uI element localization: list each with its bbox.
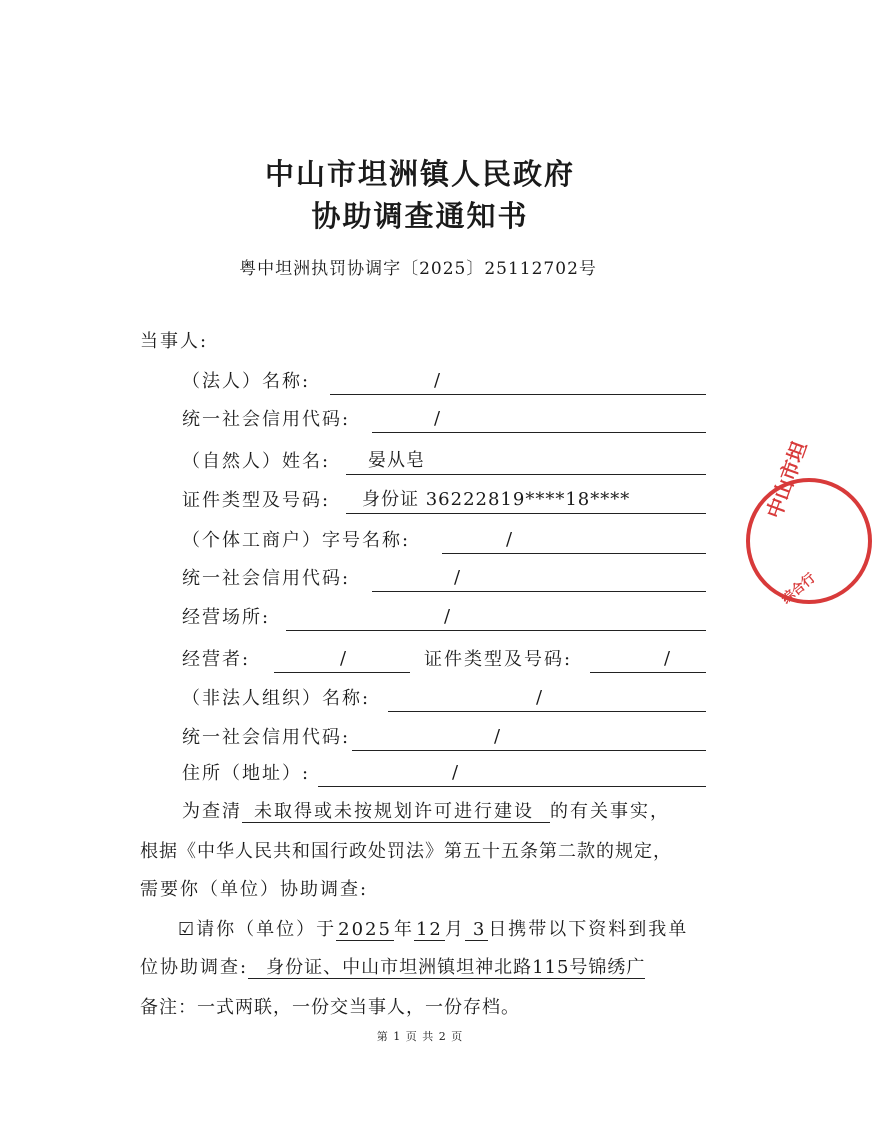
address-label: 住所（地址）: bbox=[182, 763, 311, 784]
operator-field bbox=[274, 648, 410, 673]
address-value: / bbox=[452, 762, 460, 783]
request-year-unit: 年 bbox=[393, 919, 414, 940]
request-day: 3 bbox=[465, 919, 488, 941]
document-number: 粤中坦洲执罚协调字〔2025〕25112702号 bbox=[239, 259, 597, 279]
legal-name-field bbox=[330, 370, 706, 395]
request-month: 12 bbox=[415, 919, 443, 940]
credit-code-2-field bbox=[372, 567, 706, 592]
address-field bbox=[318, 762, 706, 787]
legal-name-value: / bbox=[434, 370, 442, 391]
seal-text-sub: 综合行 bbox=[779, 570, 819, 608]
note: 备注：一式两联，一份交当事人，一份存档。 bbox=[140, 997, 520, 1018]
para1 bbox=[182, 800, 670, 824]
operator-id-label: 证件类型及号码: bbox=[424, 649, 573, 670]
org-name-label: （非法人组织）名称: bbox=[182, 688, 371, 709]
para1-prefix: 为查清 bbox=[182, 801, 242, 822]
party-label: 当事人: bbox=[140, 331, 209, 352]
request-line2 bbox=[140, 956, 645, 980]
credit-code-2-label: 统一社会信用代码: bbox=[182, 568, 351, 589]
request-prefix: 请你（单位）于 bbox=[196, 919, 337, 940]
legal-name-label: （法人）名称: bbox=[182, 371, 311, 392]
natural-name-value: 晏从皂 bbox=[368, 450, 425, 471]
request-line2-prefix: 位协助调查: bbox=[140, 957, 249, 978]
id-type-value: 身份证 36222819****18**** bbox=[362, 489, 631, 510]
org-name-value: / bbox=[536, 687, 544, 708]
document-title-line2: 协助调查通知书 bbox=[311, 199, 529, 233]
credit-code-3-field bbox=[352, 726, 706, 751]
premises-field bbox=[286, 606, 706, 631]
org-name-field bbox=[388, 687, 706, 712]
page-footer: 第 1 页 共 2 页 bbox=[376, 1030, 464, 1043]
request-line2-fill: 身份证、中山市坦洲镇坦神北路115号锦绣广 bbox=[248, 957, 645, 979]
operator-id-value: / bbox=[664, 648, 672, 669]
para3: 需要你（单位）协助调查: bbox=[140, 879, 369, 900]
credit-code-2-value: / bbox=[454, 567, 462, 588]
document-title-line1: 中山市坦洲镇人民政府 bbox=[264, 157, 575, 191]
business-name-value: / bbox=[506, 529, 514, 550]
natural-name-label: （自然人）姓名: bbox=[182, 451, 331, 472]
request-line1 bbox=[178, 918, 688, 942]
credit-code-1-value: / bbox=[434, 408, 442, 429]
id-type-field bbox=[346, 489, 706, 514]
credit-code-3-value: / bbox=[494, 726, 502, 747]
request-year: 2025 bbox=[338, 919, 392, 940]
credit-code-1-field bbox=[372, 408, 706, 433]
credit-code-1-label: 统一社会信用代码: bbox=[182, 409, 351, 430]
business-name-label: （个体工商户）字号名称: bbox=[182, 530, 411, 551]
para1-suffix: 的有关事实， bbox=[550, 801, 670, 822]
business-name-field bbox=[442, 529, 706, 554]
para2: 根据《中华人民共和国行政处罚法》第五十五条第二款的规定， bbox=[140, 841, 672, 862]
operator-value: / bbox=[340, 648, 348, 669]
premises-value: / bbox=[444, 606, 452, 627]
operator-id-field bbox=[590, 648, 706, 673]
premises-label: 经营场所: bbox=[182, 607, 271, 628]
checkbox-checked-icon: ☑ bbox=[178, 919, 197, 940]
para1-fill: 未取得或未按规划许可进行建设 bbox=[242, 801, 550, 823]
credit-code-3-label: 统一社会信用代码: bbox=[182, 727, 351, 748]
natural-name-field bbox=[346, 450, 706, 475]
request-suffix: 日携带以下资料到我单 bbox=[488, 919, 689, 940]
request-month-unit: 月 bbox=[444, 919, 465, 940]
operator-label: 经营者: bbox=[182, 649, 251, 670]
official-seal bbox=[746, 438, 872, 608]
seal-text-main: 中山市坦 bbox=[761, 438, 812, 522]
id-type-label: 证件类型及号码: bbox=[182, 490, 331, 511]
